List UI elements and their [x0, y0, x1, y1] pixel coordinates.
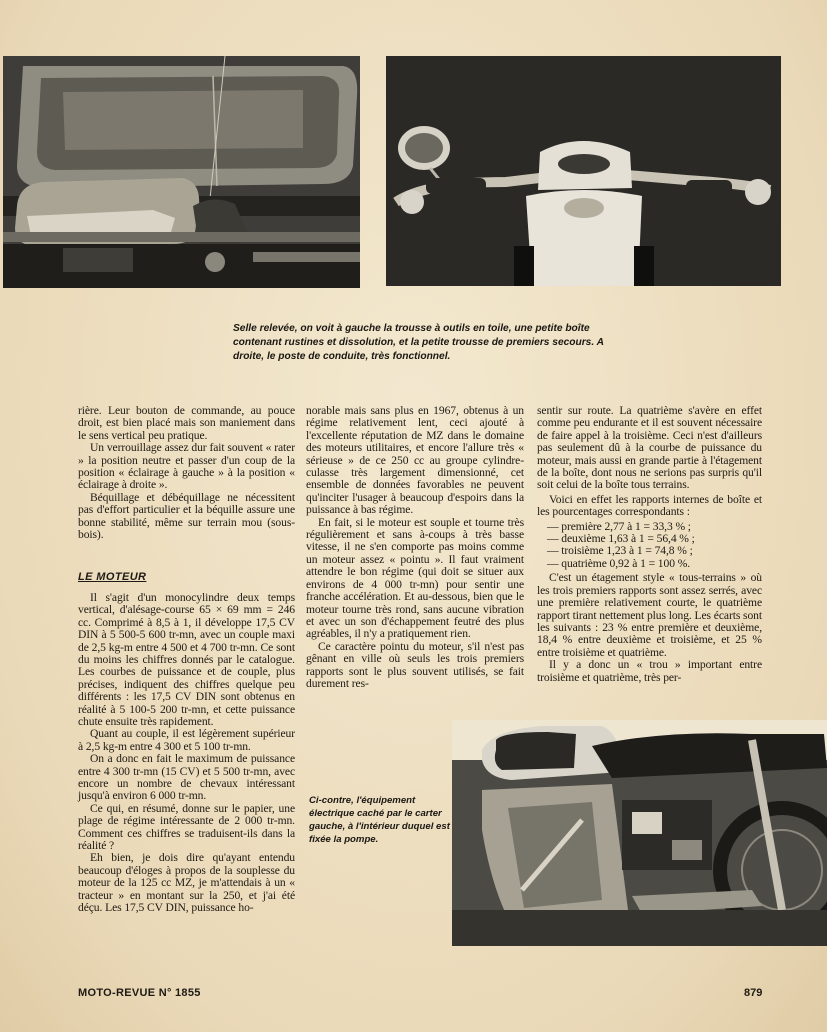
- text-column-1: [78, 405, 295, 914]
- paragraph: Quant au couple, il est légèrement supérieur à 2,5 kg-m entre 4 300 et 5 100 tr-mn.: [78, 727, 295, 753]
- paragraph: Il y a donc un « trou » important entre troisième et quatrième, très per-: [537, 658, 762, 684]
- gear-ratio-list: [537, 521, 762, 571]
- paragraph: Il s'agit d'un monocylindre deux temps vertical, d'alésage-course 65 × 69 mm = 246 cc. Comprimé à 8,5 à 1, il développe 17,5 CV DIN à 5 500-5 600 tr-mn, avec un couple maxi de 2,5 kg-m entre 4 500 et 4 700 tr-mn. Ce sont du moins les chiffres donnés par le catalogue. Les courbes de puissance et de couple, plus précises, indiquent des chiffres quelque peu différents : les 17,5 CV DIN sont obtenus en réalité à 5 100-5 200 tr-mn, et cette puissance chute ensuite très rapidement.: [78, 590, 295, 728]
- list-item: — deuxième 1,63 à 1 = 56,4 % ;: [547, 532, 695, 546]
- list-item: — première 2,77 à 1 = 33,3 % ;: [547, 519, 691, 533]
- list-item: — quatrième 0,92 à 1 = 100 %.: [547, 556, 691, 570]
- section-heading: LE MOTEUR: [78, 571, 147, 584]
- photo-saddle-toolkit: [3, 56, 360, 288]
- caption-side-photo: Ci-contre, l'équipement électrique caché par le carter gauche, à l'intérieur duquel est fixée la pompe.: [309, 795, 450, 845]
- text-column-3: [537, 405, 762, 684]
- photo-handlebar-cockpit: [386, 56, 781, 286]
- paragraph: Eh bien, je dois dire qu'ayant entendu beaucoup d'éloges à propos de la souplesse du moteur de la 125 cc MZ, je m'attendais à un « tracteur » en montant sur la 250, et j'ai été déçu. Les 17,5 CV DIN, puissance ho-: [78, 851, 295, 915]
- paragraph: Voici en effet les rapports internes de boîte et les pourcentages correspondants :: [537, 492, 762, 519]
- paragraph: Un verrouillage assez dur fait souvent « rater » la position neutre et passer d'un coup de la position « éclairage à gauche » à la position « éclairage à droite ».: [78, 441, 295, 492]
- paragraph: En fait, si le moteur est souple et tourne très régulièrement et sans à-coups à très basse vitesse, il ne s'en comporte pas moins comme un moteur assez « pointu ». Il faut vraiment attendre le bon régime (qui doit se situer aux environs de 4 000 tr-mn) pour sentir une franche accélération. Et au-dessous, bien que le moteur tourne très rond, sans aucune vibration et avec un son d'échappement feutré des plus agréables, il n'y a pratiquement rien.: [306, 515, 524, 641]
- paragraph: sentir sur route. La quatrième s'avère en effet comme peu endurante et il est souvent nécessaire de faire appel à la troisième. Ceci n'est d'ailleurs pas seulement dû à la courbe de puissance du moteur, mais aussi en grande partie à l'étagement de la boîte, dont nous ne serions pas surpris qu'il soit celui de la boîte tous terrains.: [537, 404, 762, 492]
- paragraph: Ce caractère pointu du moteur, s'il n'est pas gênant en ville où seuls les trois premiers rapports sont le plus souvent utilisés, se fait durement res-: [306, 639, 524, 690]
- paragraph: Ce qui, en résumé, donne sur le papier, une plage de régime intéressante de 2 000 tr-mn. Comment ces chiffres se traduisent-ils dans la réalité ?: [78, 801, 295, 852]
- text-column-2: [306, 405, 524, 690]
- magazine-issue-footer: MOTO-REVUE N° 1855: [78, 987, 201, 999]
- paragraph: Béquillage et débéquillage ne nécessitent pas d'effort particulier et la béquille assure une bonne stabilité, même sur terrain mou (sous-bois).: [78, 490, 295, 542]
- paragraph: norable mais sans plus en 1967, obtenus à un régime relativement lent, ceci ajouté à l'excellente réputation de MZ dans le domaine des moteurs utilitaires, et encore l'allure très « sérieuse » de ce 250 cc au groupe cylindre-culasse très largement dimensionné, cet ensemble de données favorables ne peuvent qu'inciter l'usager à beaucoup d'espoirs dans la puissance à bas régime.: [306, 404, 524, 517]
- paragraph: rière. Leur bouton de commande, au pouce droit, est bien placé mais son maniement dans le sens vertical peu pratique.: [78, 404, 295, 442]
- paragraph: C'est un étagement style « tous-terrains » où les trois premiers rapports sont assez serrés, avec une première relativement courte, le quatrième rapport tirant nettement plus long. Les écarts sont les suivants : 23 % entre première et deuxième, 18,4 % entre deuxième et troisième, et 25 % entre troisième et quatrième.: [537, 571, 762, 659]
- caption-top-photos: Selle relevée, on voit à gauche la trousse à outils en toile, une petite boîte contenant rustines et dissolution, et la petite trousse de premiers secours. A droite, le poste de conduite, très fonctionnel.: [233, 323, 604, 362]
- page-number: 879: [744, 987, 763, 999]
- list-item: — troisième 1,23 à 1 = 74,8 % ;: [547, 544, 693, 558]
- photo-electrical-equipment: [452, 720, 827, 946]
- paragraph: On a donc en fait le maximum de puissance entre 4 300 tr-mn (15 CV) et 5 500 tr-mn, avec encore un nombre de chevaux intéressant jusqu'à environ 6 000 tr-mn.: [78, 752, 295, 803]
